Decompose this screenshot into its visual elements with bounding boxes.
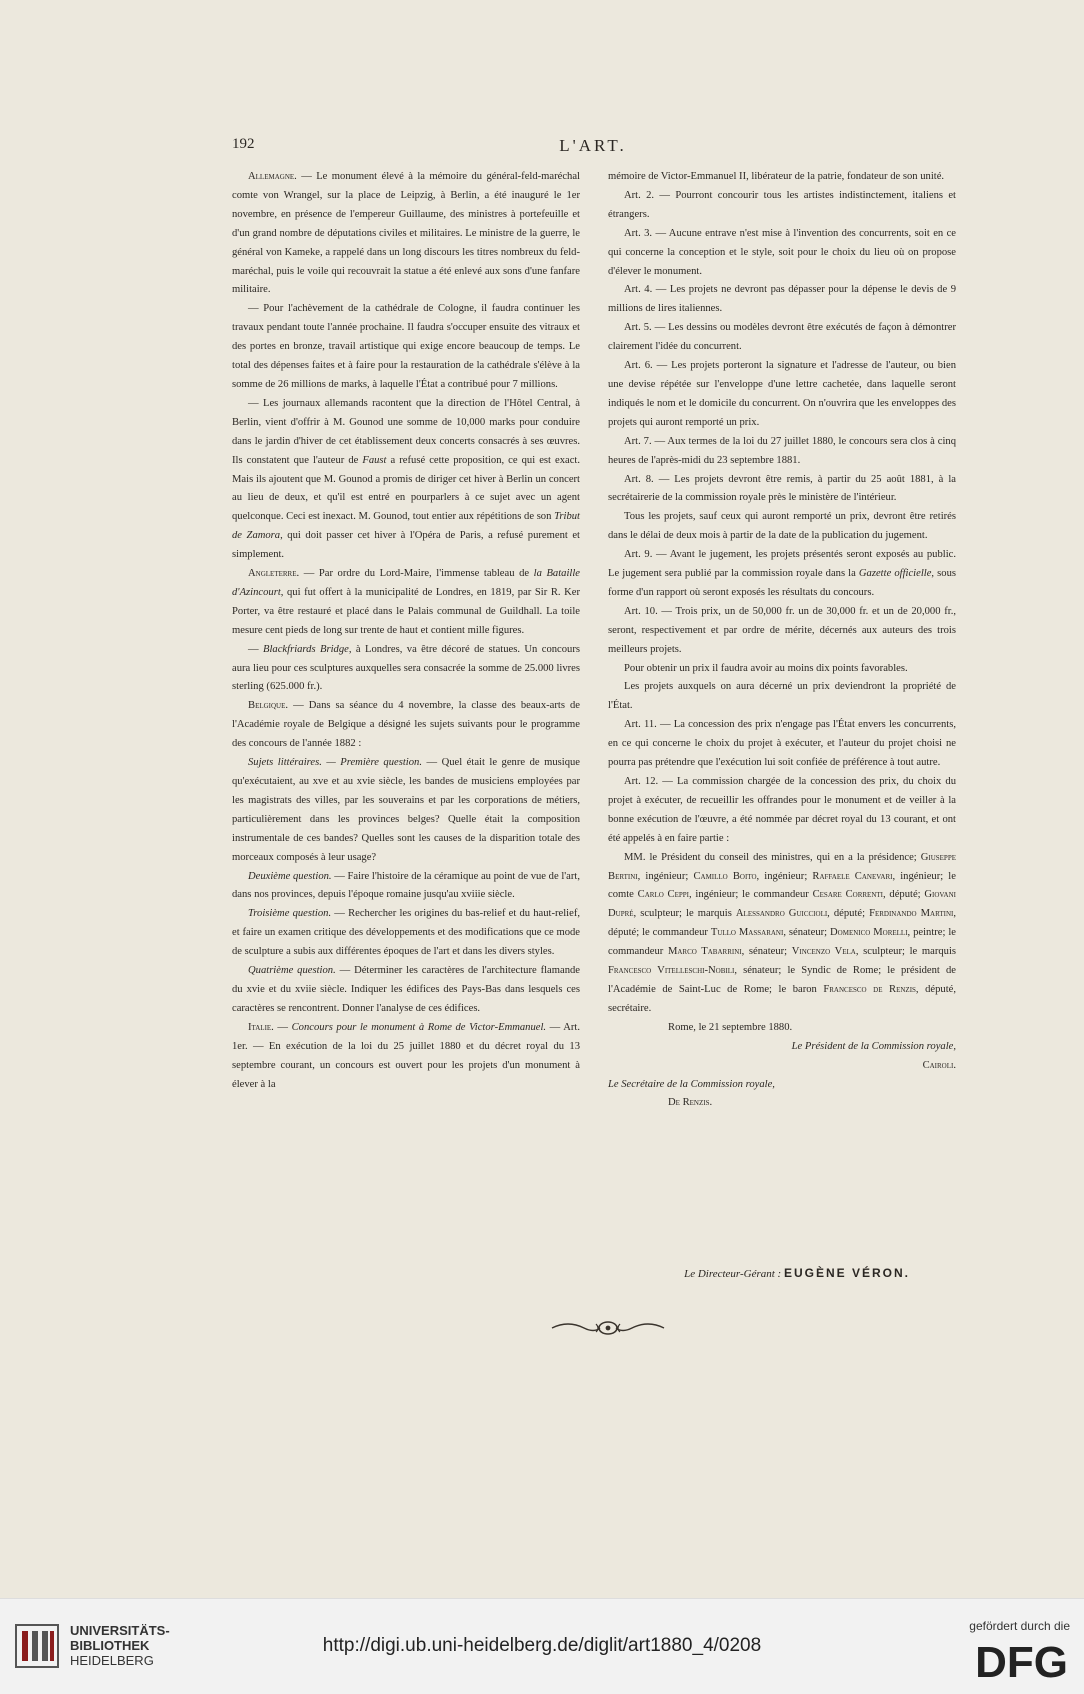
paragraph <box>608 1076 956 1095</box>
paragraph <box>608 1019 956 1038</box>
text-run: — Le monument élevé à la mémoire du général-feld-maréchal comte von Wrangel, sur la place de Leipzig, à Berlin, a été inauguré le 1er novembre, en présence de l'empereur Guillaume, des ministres à portefeuille et d'un grand nombre de députations civiles et militaires. Le ministre de la guerre, le général von Kameke, a rappelé dans un long discours les titres nombreux du feld-maréchal, puis le voile qui recouvrait la statue a été enlevé aux sons d'une fanfare militaire. <box>232 171 580 296</box>
text-run: — Dans sa séance du 4 novembre, la classe des beaux-arts de l'Académie royale de Belgique a désigné les sujets suivants pour le programme des concours de l'année 1882 : <box>232 700 580 750</box>
text-run: Sujets littéraires. — Première question. <box>248 757 422 769</box>
paragraph <box>608 187 956 225</box>
director-signature <box>608 1266 910 1280</box>
text-run: , sous forme d'un rapport où seront exposés les résultats du concours. <box>608 568 956 598</box>
paragraph <box>608 433 956 471</box>
page-number: 192 <box>232 136 255 152</box>
paragraph <box>608 319 956 357</box>
text-run: Troisième question. <box>248 908 332 920</box>
text-run: , ingénieur; le comte <box>608 870 956 901</box>
paragraph <box>232 754 580 867</box>
text-run: , sculpteur; le marquis <box>633 908 736 920</box>
text-run: Concours pour le monument à Rome de Victor-Emmanuel. <box>291 1021 547 1033</box>
text-run: Le Secrétaire de la Commission royale, <box>608 1078 775 1090</box>
text-run: , peintre; le commandeur <box>608 927 956 958</box>
paragraph <box>608 678 956 716</box>
text-run: Tous les projets, sauf ceux qui auront remporté un prix, devront être retirés dans le délai de deux mois à partir de la date de la publication du jugement. <box>608 511 956 542</box>
text-run: — Faire l'histoire de la céramique au point de vue de l'art, dans nos provinces, depuis l'époque romaine jusqu'au xviiie siècle. <box>232 870 580 901</box>
text-run: , ingénieur; <box>637 870 694 882</box>
text-run: Art. 2. — Pourront concourir tous les artistes indistinctement, italiens et étrangers. <box>608 189 956 220</box>
dfg-logo-text: DFG <box>975 1639 1068 1681</box>
text-run: Faust <box>362 454 387 466</box>
text-run: Giuseppe Bertini <box>608 851 956 882</box>
text-run: , ingénieur; <box>756 870 813 882</box>
paragraph <box>232 641 580 698</box>
paragraph <box>608 716 956 773</box>
paragraph <box>232 962 580 1019</box>
text-run: la Bataille d'Azincourt <box>232 568 580 598</box>
text-run: Deuxième question. <box>248 870 332 882</box>
text-run: Tullo Massarani <box>710 927 784 939</box>
text-run: Quatrième question. <box>248 965 336 977</box>
paragraph <box>608 1094 956 1113</box>
text-run: Angleterre. <box>248 568 300 580</box>
director-label: Le Directeur-Gérant : <box>684 1268 782 1280</box>
paragraph <box>608 471 956 509</box>
text-run: , sculpteur; le marquis <box>855 946 957 958</box>
text-run: Francesco Vitelleschi-Nobili <box>608 965 735 977</box>
text-run: Gazette officielle <box>858 568 932 580</box>
right-column <box>608 168 956 1113</box>
text-run: Allemagne. <box>248 171 297 182</box>
paragraph <box>608 357 956 433</box>
text-run: Cairoli. <box>922 1059 956 1071</box>
paragraph <box>608 1038 956 1057</box>
text-run: Pour obtenir un prix il faudra avoir au moins dix points favorables. <box>624 662 908 674</box>
text-run: a refusé cette proposition, ce qui est exact. Mais ils ajoutent que M. Gounod a promis de diriger cet hiver à Berlin un concert au lieu de deux, et qu'il est entré en pourparlers à ce sujet avec un agent quelconque. Ceci est inexact. M. Gounod, tout entier aux répétitions de son <box>232 454 580 523</box>
paragraph <box>608 546 956 603</box>
text-run: Art. 9. — Avant le jugement, les projets présentés seront exposés au public. Le jugement sera publié par la commission royale dans la <box>608 549 956 580</box>
text-run: , sénateur; <box>783 927 831 939</box>
paragraph <box>232 868 580 906</box>
paragraph <box>232 905 580 962</box>
paragraph <box>608 849 956 1019</box>
left-column <box>232 168 580 1094</box>
text-run: Art. 4. — Les projets ne devront pas dépasser pour la dépense le devis de 9 millions de lires italiennes. <box>608 284 956 315</box>
text-run: , député; le commandeur <box>608 908 956 939</box>
text-run: Vincenzo Vela <box>791 946 856 958</box>
text-run: , député, secrétaire. <box>608 983 956 1014</box>
text-run: , député; <box>883 889 925 901</box>
text-run: Art. 12. — La commission chargée de la concession des prix, du choix du projet à exécuter, de recueillir les offrandes pour le monument et de veiller à la bonne exécution de l'œuvre, a été nommée par décret royal du 13 courant, et ont été appelés à en faire partie : <box>608 776 956 844</box>
text-run: Belgique. <box>248 700 289 712</box>
text-run: Art. 7. — Aux termes de la loi du 27 juillet 1880, le concours sera clos à cinq heures de l'après-midi du 23 septembre 1881. <box>608 435 956 466</box>
paragraph <box>232 395 580 565</box>
text-run: Rome, le 21 septembre 1880. <box>668 1021 793 1033</box>
text-run: , à Londres, va être décoré de statues. Un concours aura lieu pour ces sculptures auxquelles sera consacrée la somme de 25.000 livres sterling (625.000 fr.). <box>232 643 580 693</box>
text-run: — Art. 1er. — En exécution de la loi du 25 juillet 1880 et du décret royal du 13 septembre courant, un concours est ouvert pour les projets d'un monument à élever à la <box>232 1021 581 1090</box>
text-run: — Par ordre du Lord-Maire, l'immense tableau de <box>299 568 534 580</box>
paragraph <box>608 508 956 546</box>
journal-title: L'ART. <box>559 136 627 155</box>
text-run: , député; <box>827 908 870 920</box>
text-run: , sénateur; <box>741 946 792 958</box>
paragraph <box>232 168 580 300</box>
text-run: Ferdinando Martini <box>869 908 954 920</box>
text-run: , qui doit passer cet hiver à l'Opéra de Paris, a refusé purement et simplement. <box>232 530 581 561</box>
paragraph <box>232 1019 580 1095</box>
funded-by-label: gefördert durch die <box>969 1619 1070 1633</box>
library-line-3: HEIDELBERG <box>70 1653 154 1668</box>
text-run: Art. 8. — Les projets devront être remis, à partir du 25 août 1881, à la secrétairerie de la commission royale près le ministère de l'intérieur. <box>608 473 956 504</box>
paragraph <box>232 565 580 641</box>
text-run: Art. 6. — Les projets porteront la signature et l'adresse de l'auteur, ou bien une devise répétée sur l'enveloppe d'une lettre cachetée, dans laquelle seront indiqués le nom et le domicile du concurrent. On n'ouvrira que les enveloppes des projets qui auront remporté un prix. <box>608 360 956 428</box>
paragraph <box>232 697 580 754</box>
text-run: , ingénieur; le commandeur <box>689 889 813 901</box>
text-run: Art. 11. — La concession des prix n'engage pas l'État envers les concurrents, en ce qui concerne le choix du projet à exécuter, et l'auteur du projet choisi ne pourra pas prétendre que l'exécution lui soit confiée de préférence à tout autre. <box>608 719 956 769</box>
text-run: Le Président de la Commission royale, <box>791 1040 956 1052</box>
text-run: — <box>273 1021 292 1033</box>
paragraph <box>608 773 956 849</box>
paragraph <box>232 300 580 395</box>
text-run: Carlo Ceppi <box>637 889 689 901</box>
library-line-1: UNIVERSITÄTS- <box>70 1623 170 1638</box>
text-run: MM. le Président du conseil des ministres, qui en a la présidence; <box>624 851 921 863</box>
text-run: Raffaele Canevari <box>812 870 893 882</box>
paragraph <box>608 281 956 319</box>
text-run: — Pour l'achèvement de la cathédrale de Cologne, il faudra continuer les travaux pendant toute l'année prochaine. Il faudra s'occuper ensuite des vitraux et des portes en bronze, travail artistique qui exige encore beaucoup de temps. Le total des dépenses faites et à faire pour la restauration de la cathédrale s'élève à la somme de 26 millions de marks, à laquelle l'État a contribué pour 7 millions. <box>232 303 580 390</box>
text-run: Tribut de Zamora <box>232 511 580 542</box>
paragraph <box>608 603 956 660</box>
permalink-url[interactable]: http://digi.ub.uni-heidelberg.de/diglit/art1880_4/0208 <box>322 1635 762 1656</box>
dfg-logo-icon[interactable] <box>950 1639 1070 1681</box>
text-run: Les projets auxquels on aura décerné un prix deviendront la propriété de l'État. <box>608 681 956 712</box>
text-run: Marco Tabarrini <box>667 946 742 958</box>
text-run: — Les journaux allemands racontent que la direction de l'Hôtel Central, à Berlin, vient d'offrir à M. Gounod une somme de 10,000 marks pour conduire dans le jardin d'hiver de cet établissement deux concerts consacrés à ses œuvres. Ils constatent que l'auteur de <box>232 397 580 466</box>
text-run: mémoire de Victor-Emmanuel II, libérateur de la patrie, fondateur de son unité. <box>608 171 945 182</box>
text-run: — Rechercher les origines du bas-relief et du haut-relief, et faire un examen critique des développements et des modifications que ce mode de sculpture a subis aux différentes époques de l'art et dans les divers styles. <box>232 908 580 958</box>
text-run: Alessandro Guiccioli <box>735 908 828 920</box>
paragraph <box>608 225 956 282</box>
text-run: Francesco de Renzis <box>823 983 916 995</box>
text-run: — Quel était le genre de musique qu'exécutaient, au xve et au xvie siècle, les bandes de musiciens employées par les magistrats des villes, par les souverains et par les corporations de métiers, particulièrement dans les provinces belges? Quelle était la composition instrumentale de ces bandes? Quelles sont les causes de la disparition totale des morceaux composés à leur usage? <box>232 757 580 863</box>
paragraph <box>608 1057 956 1076</box>
text-run: , sénateur; le Syndic de Rome; le président de l'Académie de Saint-Luc de Rome; le baron <box>608 965 957 995</box>
viewer-footer <box>0 1598 1084 1694</box>
text-run: Art. 3. — Aucune entrave n'est mise à l'invention des concurrents, soit en ce qui concerne la conception et le style, soit pour le choix du lieu où on propose d'élever le monument. <box>608 227 956 277</box>
text-run: Giovani Dupré <box>608 889 956 920</box>
paragraph <box>608 660 956 679</box>
text-run: Camillo Boito <box>693 870 757 882</box>
text-run: Domenico Morelli <box>830 927 908 939</box>
director-name: EUGÈNE VÉRON. <box>783 1266 910 1280</box>
text-run: Art. 5. — Les dessins ou modèles devront être exécutés de façon à démontrer clairement l'idée du concurrent. <box>608 322 956 353</box>
library-line-2: BIBLIOTHEK <box>70 1638 150 1653</box>
paragraph <box>608 168 956 187</box>
text-run: Blackfriards Bridge <box>263 643 349 655</box>
text-run: , qui fut offert à la municipalité de Londres, en 1819, par Sir R. Ker Porter, va être restauré et placé dans le Palais communal de Guildhall. La toile mesure cent pieds de long sur trente de haut et contient mille figures. <box>232 586 580 636</box>
text-run: — Déterminer les caractères de l'architecture flamande du xvie et du xviie siècle. Indiquer les édifices des Pays-Bas dans lesquels ces caractères se rencontrent. Donner l'analyse de ces édifices. <box>232 965 580 1014</box>
text-run: Cesare Correnti <box>812 889 883 901</box>
tailpiece-ornament-icon <box>548 1316 668 1340</box>
text-run: — <box>248 643 264 655</box>
running-head <box>232 136 954 156</box>
text-run: Art. 10. — Trois prix, un de 50,000 fr. un de 30,000 fr. et un de 20,000 fr., seront, respectivement et par ordre de mérite, décernés aux auteurs des trois meilleurs projets. <box>608 605 956 655</box>
text-run: Italie. <box>248 1021 274 1033</box>
text-run: De Renzis. <box>668 1097 713 1109</box>
